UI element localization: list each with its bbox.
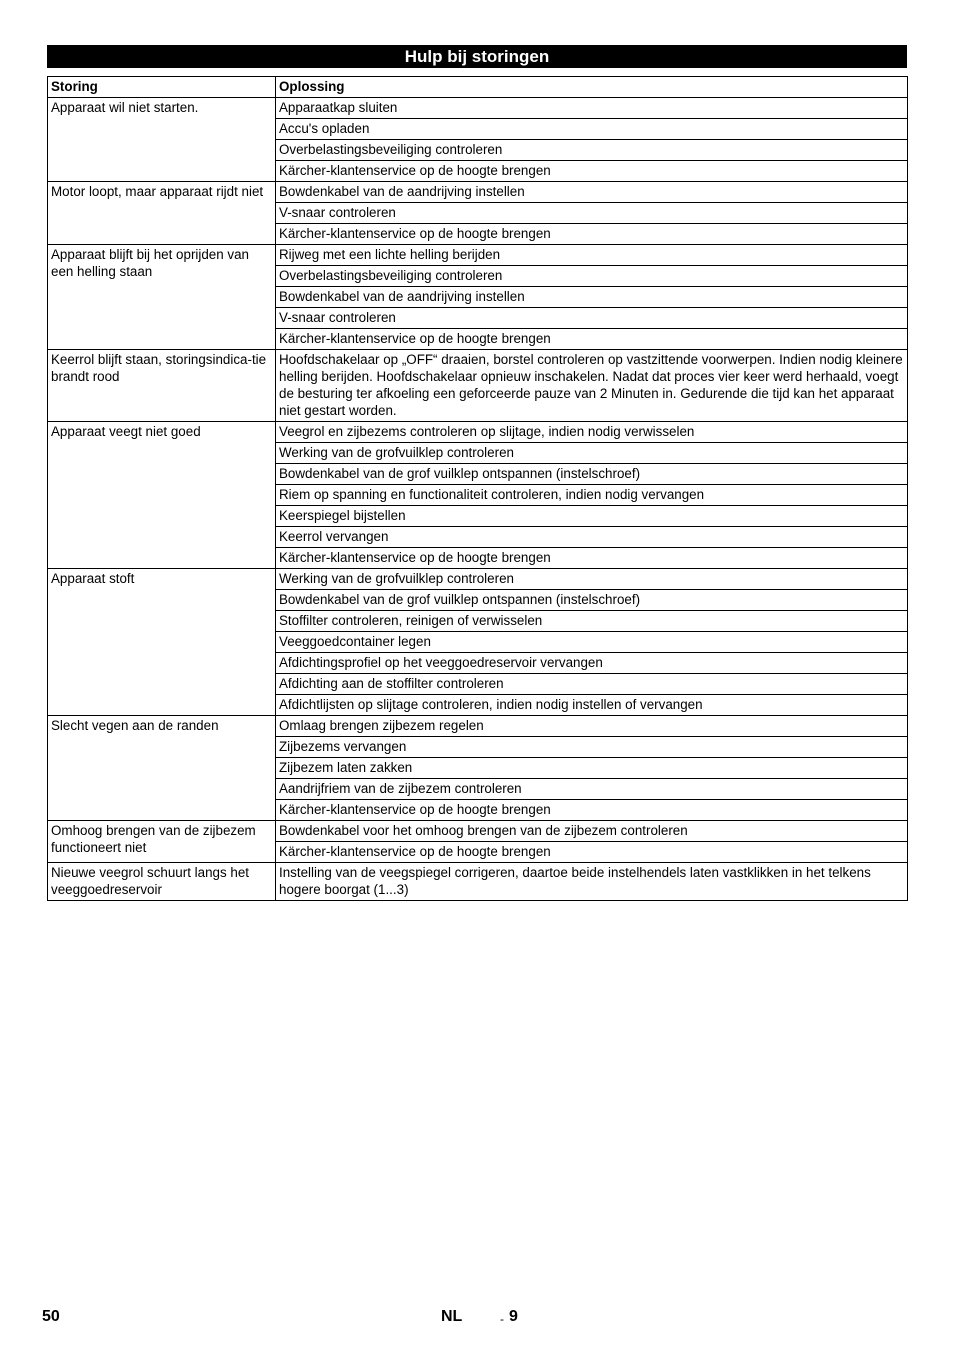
- table-row: [48, 821, 908, 842]
- fault-cell: Apparaat blijft bij het oprijden van een helling staan: [48, 245, 276, 350]
- solution-cell: Veegrol en zijbezems controleren op slijtage, indien nodig verwisselen: [276, 422, 908, 443]
- table-row: [48, 863, 908, 901]
- solution-cell: Keerrol vervangen: [276, 527, 908, 548]
- fault-cell: Motor loopt, maar apparaat rijdt niet: [48, 182, 276, 245]
- table-row: [48, 716, 908, 737]
- solution-cell: Overbelastingsbeveiliging controleren: [276, 140, 908, 161]
- fault-cell: Slecht vegen aan de randen: [48, 716, 276, 821]
- fault-cell: Keerrol blijft staan, storingsindica-tie brandt rood: [48, 350, 276, 422]
- sub-page-number: 9: [509, 1308, 518, 1325]
- solution-cell: Omlaag brengen zijbezem regelen: [276, 716, 908, 737]
- solution-cell: Kärcher-klantenservice op de hoogte brengen: [276, 224, 908, 245]
- solution-cell: Werking van de grofvuilklep controleren: [276, 569, 908, 590]
- table-row: [48, 350, 908, 422]
- solution-cell: Apparaatkap sluiten: [276, 98, 908, 119]
- footer-separator: -: [500, 1312, 504, 1326]
- language-code: NL: [441, 1308, 463, 1325]
- solution-cell: Riem op spanning en functionaliteit controleren, indien nodig vervangen: [276, 485, 908, 506]
- solution-cell: Rijweg met een lichte helling berijden: [276, 245, 908, 266]
- solution-cell: V-snaar controleren: [276, 308, 908, 329]
- solution-cell: Zijbezem laten zakken: [276, 758, 908, 779]
- solution-cell: Kärcher-klantenservice op de hoogte brengen: [276, 548, 908, 569]
- fault-cell: Apparaat veegt niet goed: [48, 422, 276, 569]
- table-row: [48, 245, 908, 266]
- solution-cell: Kärcher-klantenservice op de hoogte brengen: [276, 161, 908, 182]
- page-number: 50: [42, 1308, 60, 1325]
- solution-cell: Stoffilter controleren, reinigen of verwisselen: [276, 611, 908, 632]
- solution-cell: Instelling van de veegspiegel corrigeren, daartoe beide instelhendels laten vastklikken in het telkens hogere boorgat (1...3): [276, 863, 908, 901]
- header-solution: Oplossing: [276, 77, 908, 98]
- table-row: [48, 569, 908, 590]
- solution-cell: Overbelastingsbeveiliging controleren: [276, 266, 908, 287]
- fault-cell: Apparaat wil niet starten.: [48, 98, 276, 182]
- fault-cell: Omhoog brengen van de zijbezem functioneert niet: [48, 821, 276, 863]
- solution-cell: Keerspiegel bijstellen: [276, 506, 908, 527]
- solution-cell: Bowdenkabel van de grof vuilklep ontspannen (instelschroef): [276, 464, 908, 485]
- troubleshooting-table: [47, 76, 908, 901]
- solution-cell: Kärcher-klantenservice op de hoogte brengen: [276, 329, 908, 350]
- solution-cell: Hoofdschakelaar op „OFF“ draaien, borstel controleren op vastzittende voorwerpen. Indien nodig kleinere helling berijden. Hoofdschakelaar opnieuw inschakelen. Nadat dat proces vier keer werd herhaald, voegt de besturing ter afkoeling een geforceerde pauze van 2 Minuten in. Gedurende die tijd kan het apparaat niet gestart worden.: [276, 350, 908, 422]
- table-row: [48, 422, 908, 443]
- solution-cell: Bowdenkabel voor het omhoog brengen van de zijbezem controleren: [276, 821, 908, 842]
- solution-cell: Aandrijfriem van de zijbezem controleren: [276, 779, 908, 800]
- header-fault: Storing: [48, 77, 276, 98]
- table-row: [48, 182, 908, 203]
- solution-cell: Kärcher-klantenservice op de hoogte brengen: [276, 800, 908, 821]
- section-title: Hulp bij storingen: [47, 45, 907, 68]
- solution-cell: Kärcher-klantenservice op de hoogte brengen: [276, 842, 908, 863]
- table-header-row: [48, 77, 908, 98]
- solution-cell: Veeggoedcontainer legen: [276, 632, 908, 653]
- solution-cell: Afdichting aan de stoffilter controleren: [276, 674, 908, 695]
- solution-cell: Werking van de grofvuilklep controleren: [276, 443, 908, 464]
- solution-cell: Bowdenkabel van de grof vuilklep ontspannen (instelschroef): [276, 590, 908, 611]
- solution-cell: Afdichtingsprofiel op het veeggoedreservoir vervangen: [276, 653, 908, 674]
- solution-cell: Bowdenkabel van de aandrijving instellen: [276, 287, 908, 308]
- fault-cell: Nieuwe veegrol schuurt langs het veeggoedreservoir: [48, 863, 276, 901]
- table-row: [48, 98, 908, 119]
- solution-cell: V-snaar controleren: [276, 203, 908, 224]
- solution-cell: Zijbezems vervangen: [276, 737, 908, 758]
- table-body: [48, 98, 908, 901]
- solution-cell: Bowdenkabel van de aandrijving instellen: [276, 182, 908, 203]
- solution-cell: Afdichtlijsten op slijtage controleren, indien nodig instellen of vervangen: [276, 695, 908, 716]
- solution-cell: Accu's opladen: [276, 119, 908, 140]
- fault-cell: Apparaat stoft: [48, 569, 276, 716]
